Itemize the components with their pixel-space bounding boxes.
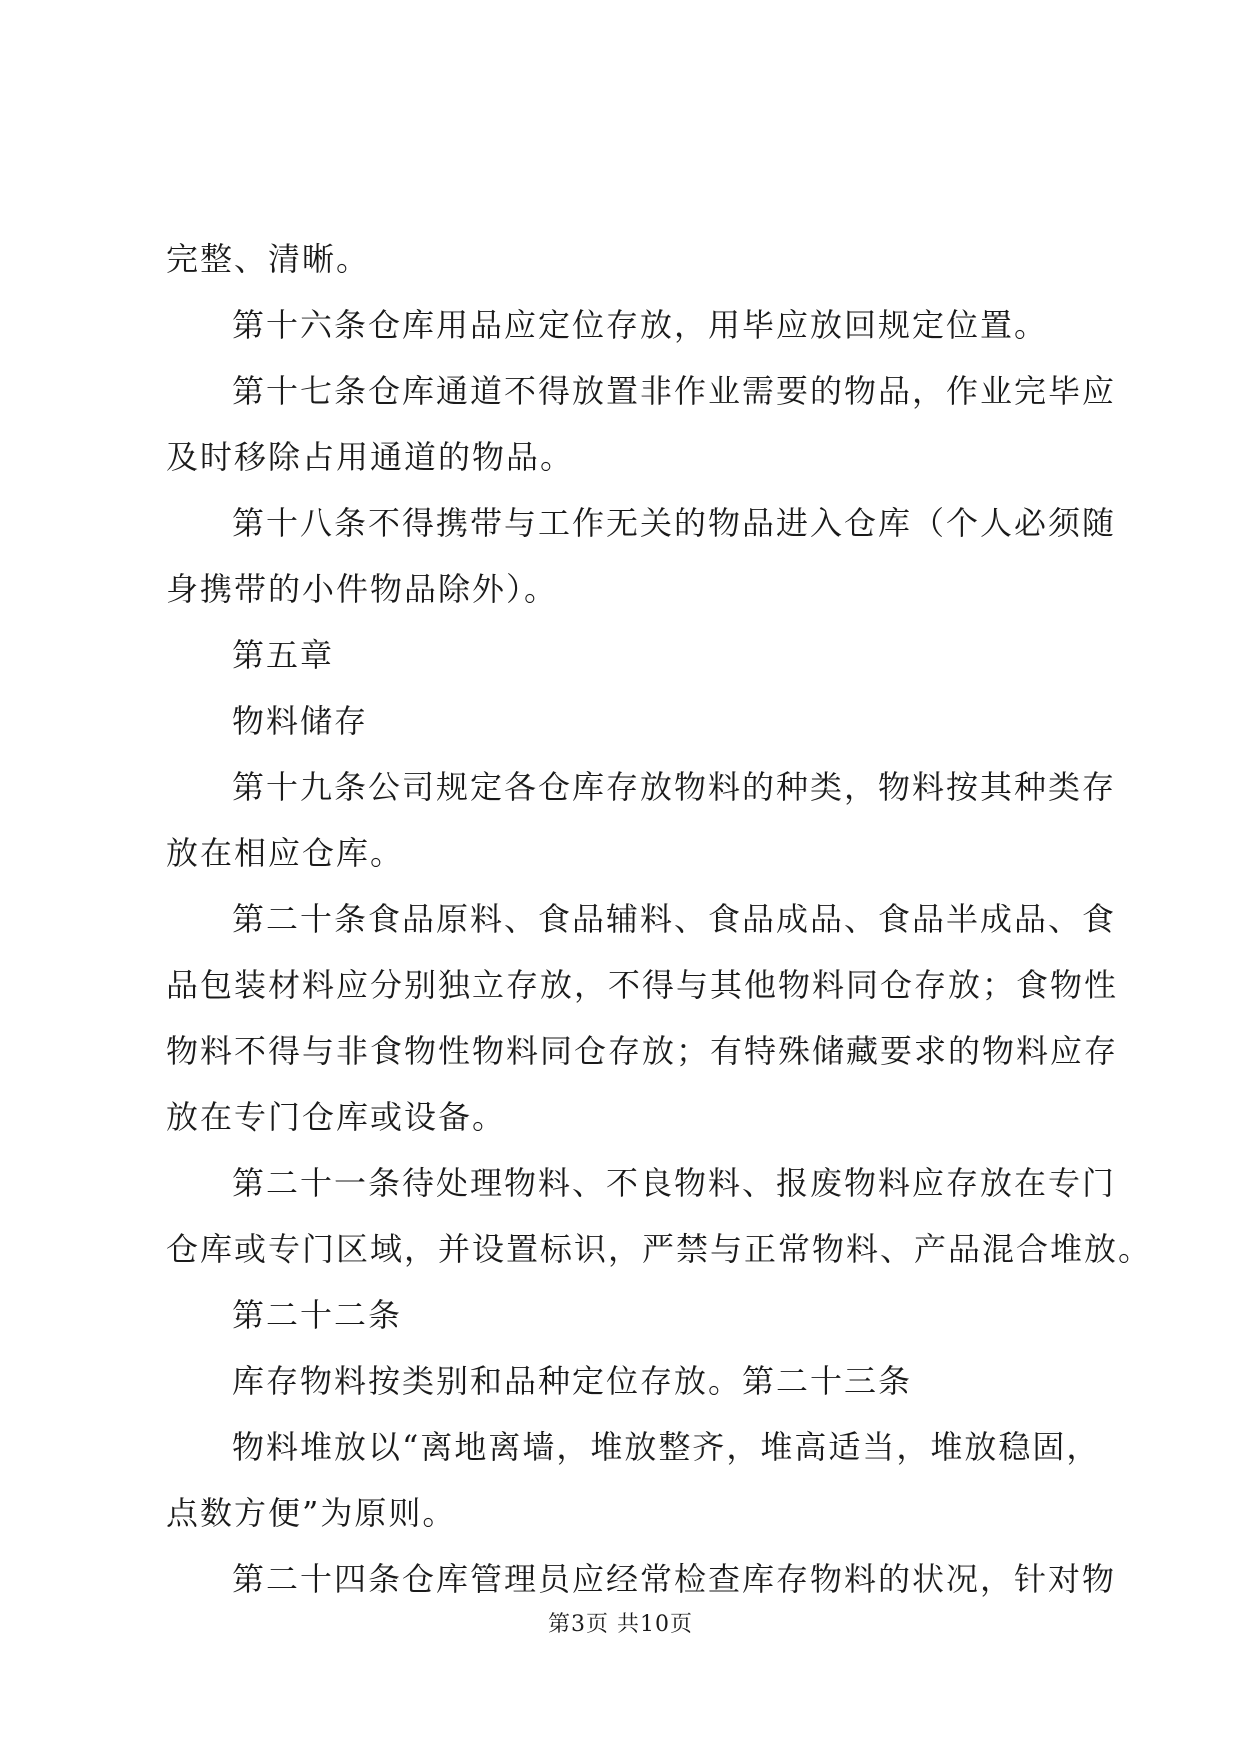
text-line: 物料不得与非食物性物料同仓存放；有特殊储藏要求的物料应存 [166, 1032, 1119, 1070]
text-line: 第二十四条仓库管理员应经常检查库存物料的状况，针对物 [232, 1560, 1117, 1598]
chapter-heading: 第五章 [232, 636, 335, 674]
text-line: 第十九条公司规定各仓库存放物料的种类，物料按其种类存 [232, 768, 1117, 806]
text-line: 仓库或专门区域，并设置标识，严禁与正常物料、产品混合堆放。 [166, 1230, 1153, 1268]
text-line: 放在相应仓库。 [166, 834, 405, 872]
text-line: 第十六条仓库用品应定位存放，用毕应放回规定位置。 [232, 306, 1049, 344]
text-line: 第十七条仓库通道不得放置非作业需要的物品，作业完毕应 [232, 372, 1117, 410]
text-line: 及时移除占用通道的物品。 [166, 438, 575, 476]
text-line: 物料堆放以“离地离墙，堆放整齐，堆高适当，堆放稳固， [232, 1428, 1101, 1466]
text-line: 库存物料按类别和品种定位存放。第二十三条 [232, 1362, 913, 1400]
text-line: 第二十一条待处理物料、不良物料、报废物料应存放在专门 [232, 1164, 1117, 1202]
document-body [166, 226, 1153, 1612]
article-heading: 第二十二条 [232, 1296, 403, 1334]
text-line: 品包装材料应分别独立存放，不得与其他物料同仓存放；食物性 [166, 966, 1119, 1004]
text-line: 完整、清晰。 [166, 240, 371, 278]
text-line: 身携带的小件物品除外）。 [166, 570, 559, 608]
chapter-title: 物料储存 [232, 702, 369, 740]
text-line: 第二十条食品原料、食品辅料、食品成品、食品半成品、食 [232, 900, 1117, 938]
text-line: 放在专门仓库或设备。 [166, 1098, 507, 1136]
page-number-footer: 第3页 共10页 [548, 1612, 693, 1637]
text-line: 第十八条不得携带与工作无关的物品进入仓库（个人必须随 [232, 504, 1117, 542]
text-line: 点数方便”为原则。 [166, 1494, 457, 1532]
